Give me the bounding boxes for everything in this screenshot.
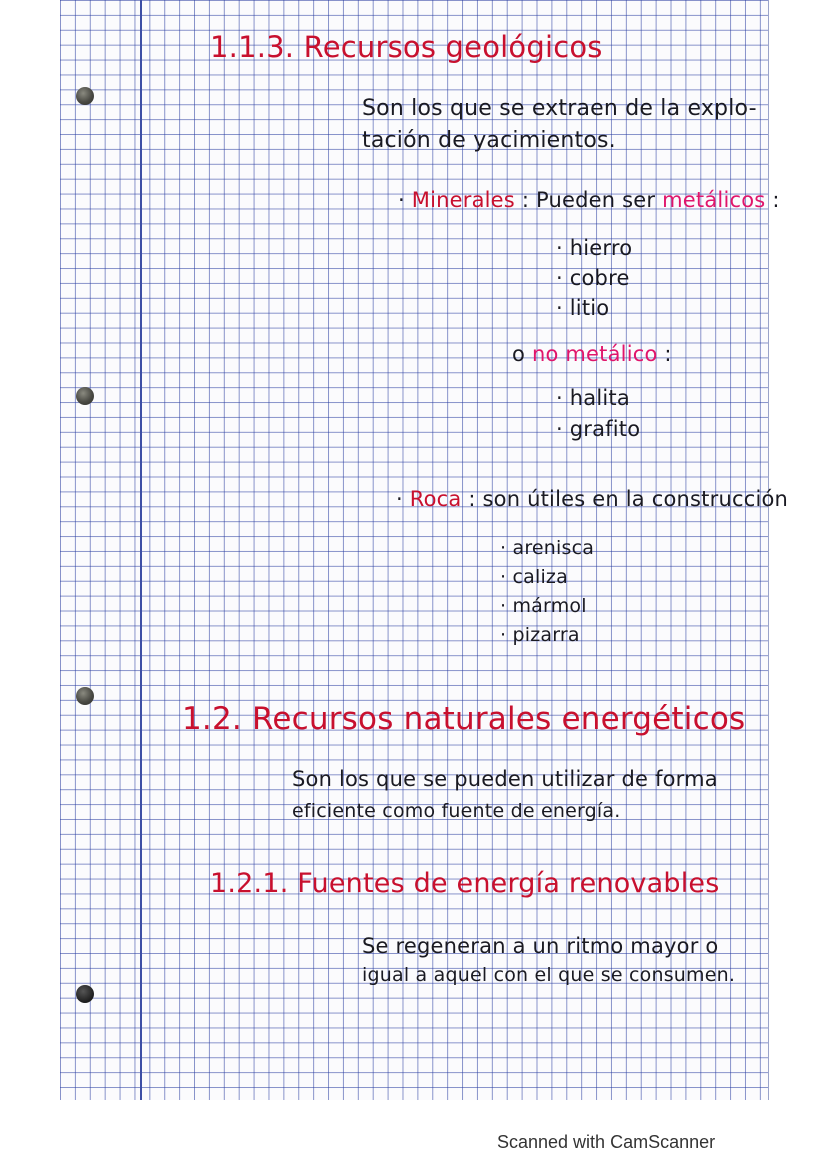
roca-text: : son útiles en la construcción: [468, 487, 789, 511]
list-item: · halita: [556, 386, 630, 410]
paragraph-line: Se regeneran a un ritmo mayor o: [362, 934, 719, 958]
heading-title: Recursos naturales energéticos: [252, 701, 746, 737]
roca-label: Roca: [409, 487, 462, 511]
binder-hole: [76, 687, 94, 705]
heading-number: 1.1.3.: [210, 30, 295, 64]
list-item: · litio: [556, 296, 610, 320]
no-metalico-label: no metálico: [531, 342, 658, 366]
heading-number: 1.2.1.: [210, 868, 289, 899]
list-item: · mármol: [500, 595, 587, 617]
paragraph-line: Son los que se pueden utilizar de forma: [292, 767, 718, 791]
list-item: · pizarra: [500, 624, 580, 646]
list-item: · hierro: [556, 236, 633, 260]
roca-line: · Roca : son útiles en la construcción: [396, 487, 789, 511]
metalicos-label: metálicos: [662, 188, 766, 212]
list-item: · arenisca: [500, 537, 595, 559]
binder-hole: [76, 87, 94, 105]
minerales-text: : Pueden ser: [521, 188, 656, 212]
binder-hole: [76, 387, 94, 405]
heading-1-2: [182, 701, 745, 737]
no-metalico-line: o no metálico :: [512, 342, 672, 366]
heading-1-2-1: [210, 868, 719, 899]
heading-title: Recursos geológicos: [303, 30, 603, 64]
list-item: · grafito: [556, 417, 641, 441]
margin-line: [140, 0, 142, 1100]
paragraph-line: tación de yacimientos.: [362, 128, 616, 153]
binder-hole: [76, 985, 94, 1003]
list-item: · cobre: [556, 266, 630, 290]
o-connector: o: [512, 342, 526, 366]
scanner-watermark: Scanned with CamScanner: [497, 1132, 716, 1152]
heading-1-1-3: [210, 30, 603, 64]
paragraph-line: eficiente como fuente de energía.: [292, 800, 621, 822]
heading-number: 1.2.: [182, 701, 242, 737]
heading-title: Fuentes de energía renovables: [297, 868, 720, 899]
paragraph-line: Son los que se extraen de la explo-: [362, 96, 757, 121]
list-item: · caliza: [500, 566, 568, 588]
paragraph-line: igual a aquel con el que se consumen.: [362, 964, 736, 986]
minerales-line: · Minerales : Pueden ser metálicos :: [398, 188, 780, 212]
minerales-label: Minerales: [411, 188, 515, 212]
